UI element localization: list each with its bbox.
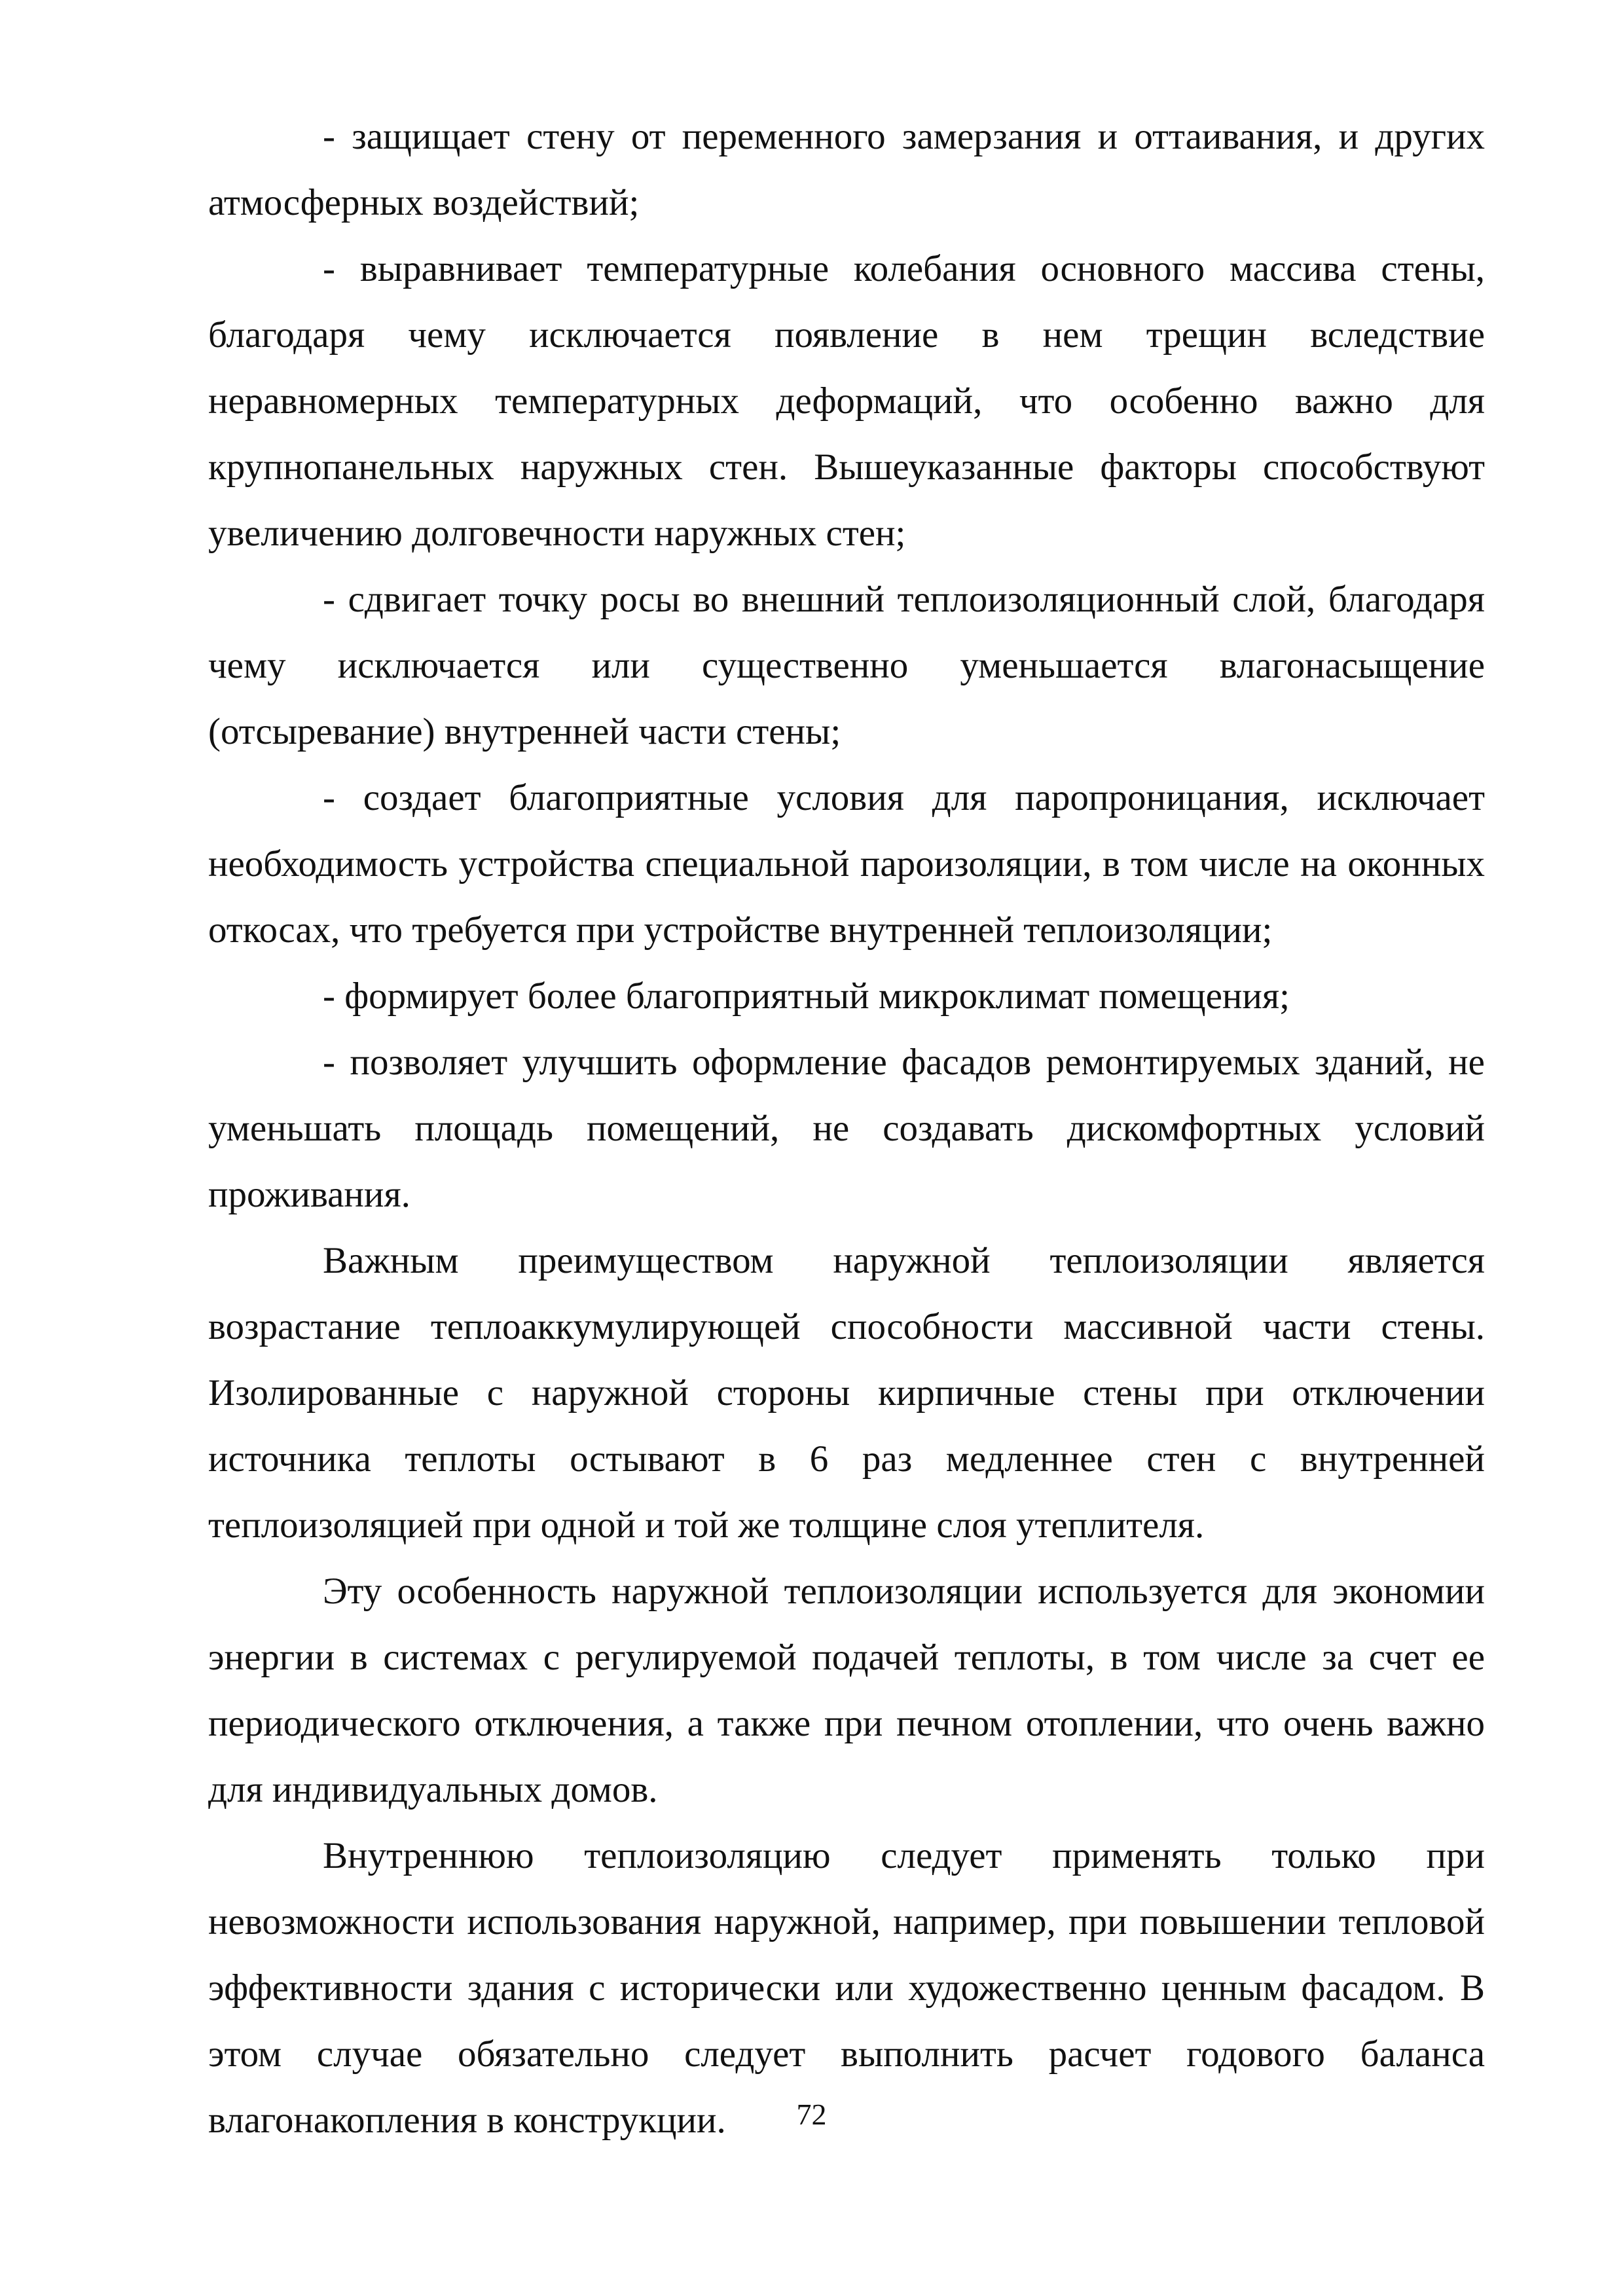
- bullet-paragraph-vapor-permeability: - создает благоприятные условия для паропроницания, исключает необходимость устройства специальной пароизоляции, в том числе на оконных откосах, что требуется при устройстве внутренней теплоизоляции;: [208, 777, 1485, 951]
- bullet-paragraph-temperature-fluctuations: - выравнивает температурные колебания основного массива стены, благодаря чему исключается появление в нем трещин вследствие неравномерных температурных деформаций, что особенно важно для крупнопанельных наружных стен. Вышеуказанные факторы способствуют увеличению долговечности наружных стен;: [208, 248, 1485, 554]
- bullet-paragraph-facade-improvement: - позволяет улучшить оформление фасадов ремонтируемых зданий, не уменьшать площадь помещений, не создавать дискомфортных условий проживания.: [208, 1042, 1485, 1215]
- bullet-paragraph-protects-wall: - защищает стену от переменного замерзания и оттаивания, и других атмосферных воздействий;: [208, 116, 1485, 223]
- bullet-paragraph-microclimate: - формирует более благоприятный микроклимат помещения;: [323, 975, 1290, 1017]
- page-number: 72: [796, 2098, 827, 2131]
- page-body: [208, 103, 1485, 2153]
- bullet-paragraph-dew-point: - сдвигает точку росы во внешний теплоизоляционный слой, благодаря чему исключается или существенно уменьшается влагонасыщение (отсыревание) внутренней части стены;: [208, 579, 1485, 752]
- paragraph-internal-insulation: Внутреннюю теплоизоляцию следует применять только при невозможности использования наружной, например, при повышении тепловой эффективности здания с исторически или художественно ценным фасадом. В этом случае обязательно следует выполнить расчет годового баланса влагонакопления в конструкции.: [208, 1835, 1485, 2141]
- paragraph-energy-saving: Эту особенность наружной теплоизоляции используется для экономии энергии в системах с регулируемой подачей теплоты, в том числе за счет ее периодического отключения, а также при печном отоплении, что очень важно для индивидуальных домов.: [208, 1571, 1485, 1810]
- paragraph-heat-accumulation: Важным преимуществом наружной теплоизоляции является возрастание теплоаккумулирующей способности массивной части стены. Изолированные с наружной стороны кирпичные стены при отключении источника теплоты остывают в 6 раз медленнее стен с внутренней теплоизоляцией при одной и той же толщине слоя утеплителя.: [208, 1240, 1485, 1546]
